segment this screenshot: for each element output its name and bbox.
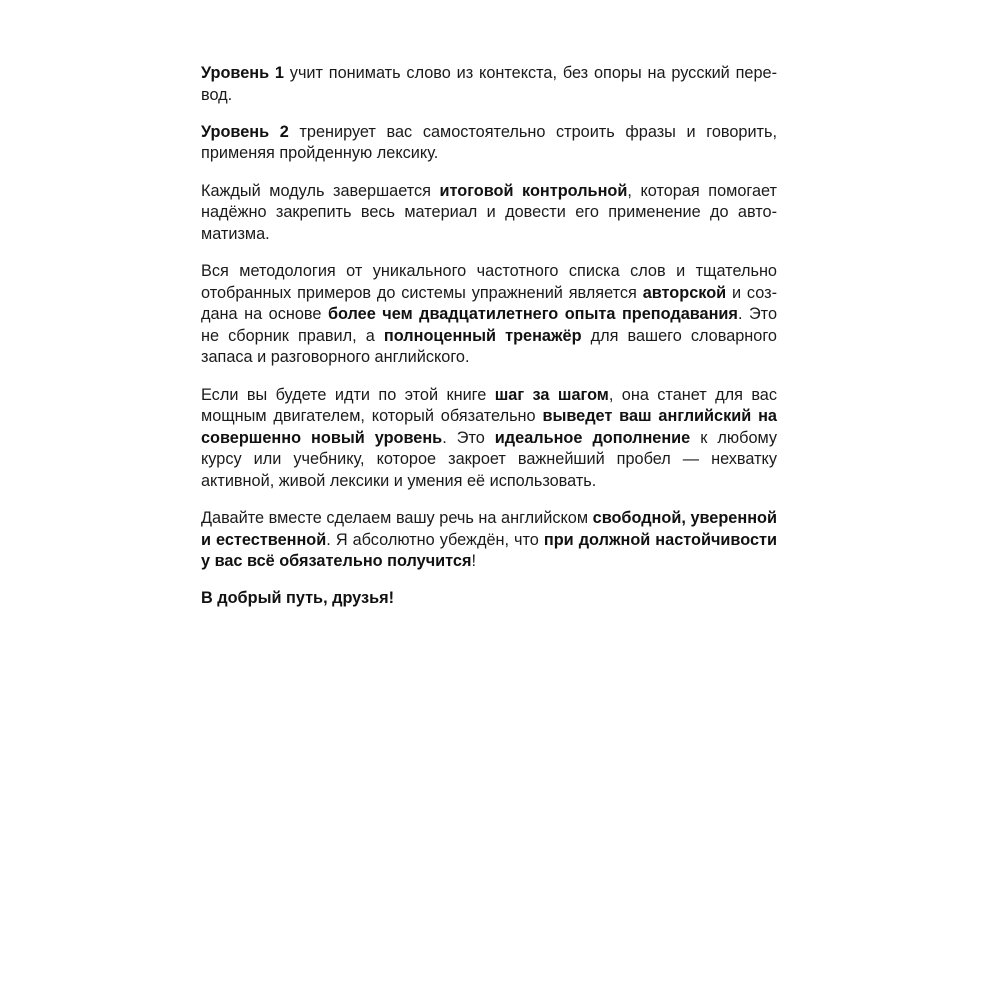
paragraph [201, 181, 777, 246]
closing-line: В добрый путь, друзья! [201, 589, 395, 608]
text-run: и создана на основе [201, 283, 777, 324]
text-run: Каждый модуль завершается [201, 181, 440, 200]
bold-phrase: шаг за шагом [494, 385, 609, 404]
bold-phrase: Уровень 2 [201, 122, 289, 141]
bold-phrase: идеальное дополнение [494, 428, 691, 447]
text-run: к любому курсу или учебнику, которое закроет важнейший пробел — нехватку активной, живой лексики и умения её использовать. [201, 428, 778, 490]
paragraph [201, 385, 777, 493]
bold-phrase: итоговой контрольной [439, 181, 628, 200]
bold-phrase: более чем двадцатилетнего опыта преподавания [327, 305, 738, 324]
text-run: . Это не сборник правил, а [201, 305, 777, 345]
paragraph-list [201, 63, 777, 573]
text-body [201, 63, 777, 626]
text-run: Если вы будете идти по этой книге [201, 385, 495, 404]
text-run: тренирует вас самостоятельно строить фразы и говорить, применяя пройденную лексику. [201, 122, 778, 163]
bold-phrase: при должной настойчивости у вас всё обязательно получится [201, 530, 777, 571]
bold-phrase: выведет ваш английский на совершенно новый уровень [201, 407, 777, 447]
bold-phrase: авторской [642, 283, 727, 302]
paragraph [201, 63, 777, 106]
text-run: ! [471, 552, 477, 571]
text-run: учит понимать слово из контекста, без опоры на русский перевод. [201, 64, 778, 104]
text-run: Давайте вместе сделаем вашу речь на английском [201, 509, 593, 528]
bold-phrase: полноценный тренажёр [383, 326, 582, 345]
text-run: , она станет для вас мощным двигателем, который обязательно [201, 385, 778, 426]
text-run: Вся методология от уникального частотного списка слов и тщательно отобранных примеров до системы упражнений является [201, 261, 777, 302]
text-run: , которая помогает надёжно закрепить весь материал и довести его применение до автоматизма. [201, 181, 777, 243]
text-run: для вашего словарного запаса и разговорного английского. [201, 326, 777, 367]
text-run: . Это [442, 428, 495, 447]
bold-phrase: Уровень 1 [201, 64, 284, 82]
paragraph [201, 122, 777, 165]
paragraph [201, 261, 777, 369]
bold-phrase: свободной, уверенной и естественной [201, 509, 777, 549]
text-run: . Я абсолютно убеждён, что [326, 530, 544, 549]
paragraph [201, 508, 777, 573]
